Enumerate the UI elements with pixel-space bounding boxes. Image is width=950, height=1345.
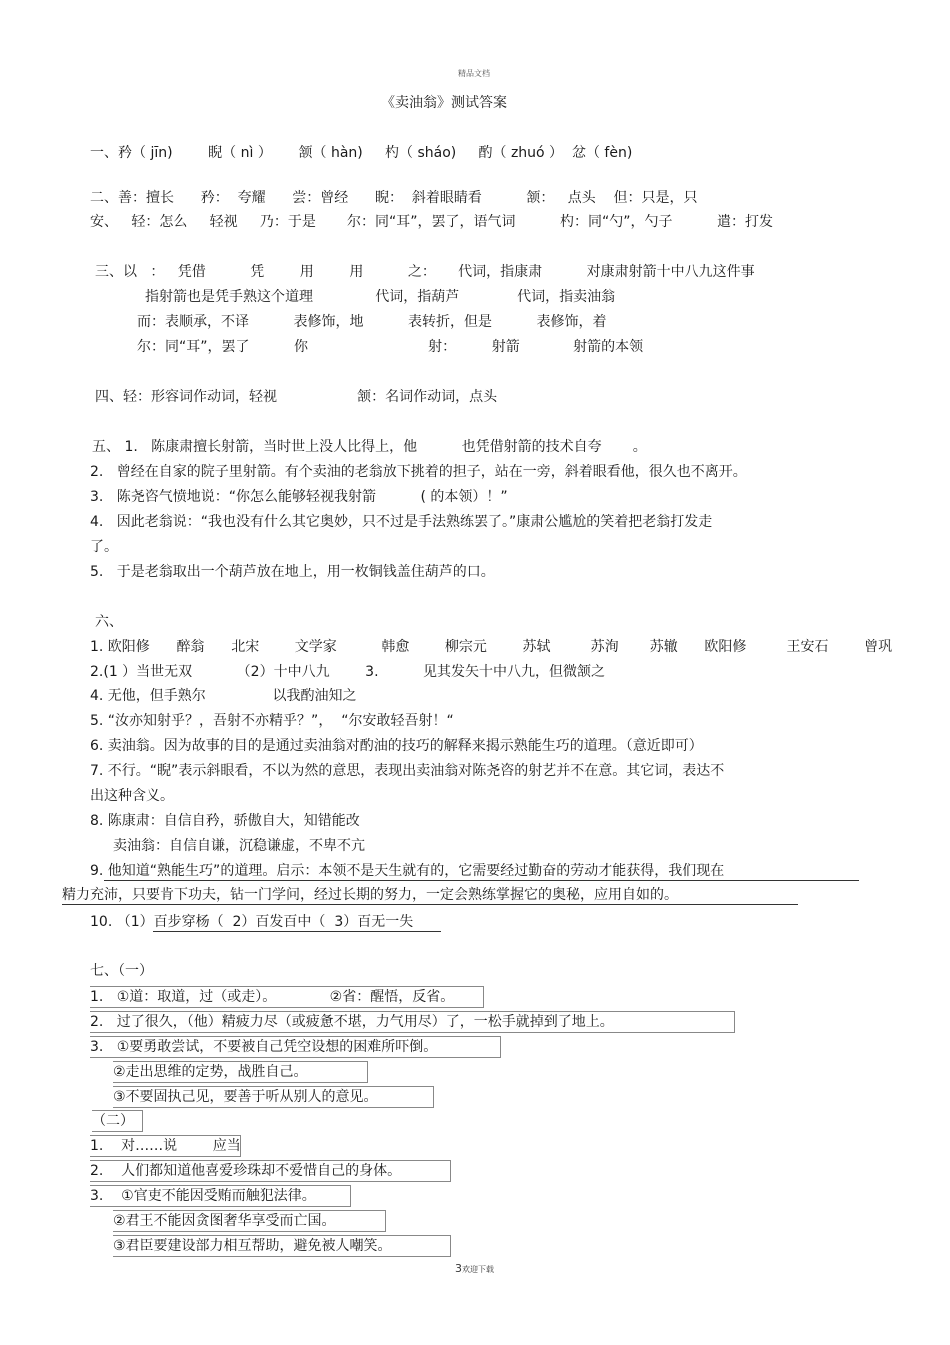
section-6-line-10: 9. 他知道“熟能生巧”的道理。启示：本领不是天生就有的，它需要经过勤奋的劳动才能获得，我们现在 xyxy=(90,863,725,879)
answer-box: ③不要固执己见，要善于听从别人的意见。 xyxy=(113,1086,434,1108)
section-5-line-6: 5. 于是老翁取出一个葫芦放在地上，用一枚铜钱盖住葫芦的口。 xyxy=(90,564,495,580)
section-3-line-2: 指射箭也是凭手熟这个道理 代词，指葫芦 代词，指卖油翁 xyxy=(145,289,616,305)
answer-box: ②走出思维的定势，战胜自己。 xyxy=(113,1061,368,1083)
section-2-line-2: 安、 轻：怎么 轻视 乃：于是 尔：同“耳”，罢了，语气词 杓：同“勺”，勺子 遣：打发 xyxy=(90,214,774,230)
answer-box: ②君王不能因贪图奢华享受而亡国。 xyxy=(113,1210,386,1232)
underline-rule xyxy=(62,904,798,905)
page-number: 3 xyxy=(455,1262,462,1275)
section-6-line-5: 6. 卖油翁。因为故事的目的是通过卖油翁对酌油的技巧的解释来揭示熟能生巧的道理。（意近即可） xyxy=(90,738,703,754)
document-title: 《卖油翁》测试答案 xyxy=(381,95,507,111)
section-6-line-7: 出这种含义。 xyxy=(90,788,174,804)
section-6-line-3: 4. 无他，但手熟尔 以我酌油知之 xyxy=(90,688,357,704)
answer-box: 1. 对……说 应当 xyxy=(90,1135,241,1157)
section-6-heading: 六、 xyxy=(95,614,123,630)
footer-note: 欢迎下载 xyxy=(462,1265,494,1274)
section-6-line-1: 1. 欧阳修 醉翁 北宋 文学家 韩愈 柳宗元 苏轼 苏洵 苏辙 欧阳修 王安石 曾巩 xyxy=(90,639,893,655)
section-6-line-9: 卖油翁：自信自谦，沉稳谦虚，不卑不亢 xyxy=(113,838,365,854)
section-3-line-3: 而：表顺承，不译 表修饰，地 表转折，但是 表修饰，着 xyxy=(137,314,607,330)
underline-rule xyxy=(153,931,441,932)
answer-box: 2. 过了很久，（他）精疲力尽（或疲惫不堪，力气用尽）了，一松手就掉到了地上。 xyxy=(90,1011,735,1033)
section-5-line-3: 3. 陈尧咨气愤地说：“你怎么能够轻视我射箭 ( 的本领）！” xyxy=(90,489,508,505)
underline-rule xyxy=(104,880,859,881)
header-note: 精品文档 xyxy=(458,69,490,78)
section-6-line-11: 精力充沛，只要肯下功夫，钻一门学问，经过长期的努力，一定会熟练掌握它的奥秘，应用自如的。 xyxy=(62,887,678,903)
answer-box: 3. ①官吏不能因受贿而触犯法律。 xyxy=(90,1185,351,1207)
section-5-line-1: 五、 1. 陈康肃擅长射箭，当时世上没人比得上，他 也凭借射箭的技术自夸 。 xyxy=(92,439,647,455)
section-5-line-5: 了。 xyxy=(90,539,118,555)
section-1-line: 一、矜（ jīn) 睨（ nì ） 颔（ hàn) 杓（ sháo) 酌（ zhuó ） 忿（ fèn) xyxy=(90,145,633,161)
answer-box: （二） xyxy=(92,1110,143,1132)
page-footer xyxy=(455,1262,494,1275)
section-6-line-6: 7. 不行。“睨”表示斜眼看，不以为然的意思，表现出卖油翁对陈尧咨的射艺并不在意。其它词，表达不 xyxy=(90,763,725,779)
section-3-line-4: 尔：同“耳”，罢了 你 射： 射箭 射箭的本领 xyxy=(137,339,644,355)
section-5-line-4: 4. 因此老翁说：“我也没有什么其它奥妙，只不过是手法熟练罢了。”康肃公尴尬的笑着把老翁打发走 xyxy=(90,514,713,530)
answer-box: 3. ①要勇敢尝试，不要被自己凭空设想的困难所吓倒。 xyxy=(90,1036,501,1058)
section-3-line-1: 三、以 ： 凭借 凭 用 用 之： 代词，指康肃 对康肃射箭十中八九这件事 xyxy=(95,264,755,280)
section-5-line-2: 2. 曾经在自家的院子里射箭。有个卖油的老翁放下挑着的担子，站在一旁，斜着眼看他，很久也不离开。 xyxy=(90,464,747,480)
section-6-line-12: 10. （1）百步穿杨（ 2）百发百中（ 3）百无一失 xyxy=(90,914,414,930)
section-6-line-4: 5. “汝亦知射乎？，吾射不亦精乎？”， “尔安敢轻吾射！“ xyxy=(90,713,454,729)
section-7-heading: 七、（一） xyxy=(90,963,153,979)
answer-box: 1. ①道：取道，过（或走）。 ②省：醒悟，反省。 xyxy=(90,986,484,1008)
section-4-line: 四、轻：形容词作动词，轻视 颔：名词作动词，点头 xyxy=(95,389,498,405)
section-6-line-2: 2.(1 ）当世无双 （2）十中八九 3. 见其发矢十中八九，但微颔之 xyxy=(90,664,606,680)
section-2-line-1: 二、善：擅长 矜： 夸耀 尝：曾经 睨： 斜着眼睛看 颔： 点头 但：只是，只 xyxy=(90,190,698,206)
answer-box: 2. 人们都知道他喜爱珍珠却不爱惜自己的身体。 xyxy=(90,1160,451,1182)
section-6-line-8: 8. 陈康肃：自信自矜，骄傲自大，知错能改 xyxy=(90,813,360,829)
answer-box: ③君臣要建设部力相互帮助，避免被人嘲笑。 xyxy=(113,1235,451,1257)
